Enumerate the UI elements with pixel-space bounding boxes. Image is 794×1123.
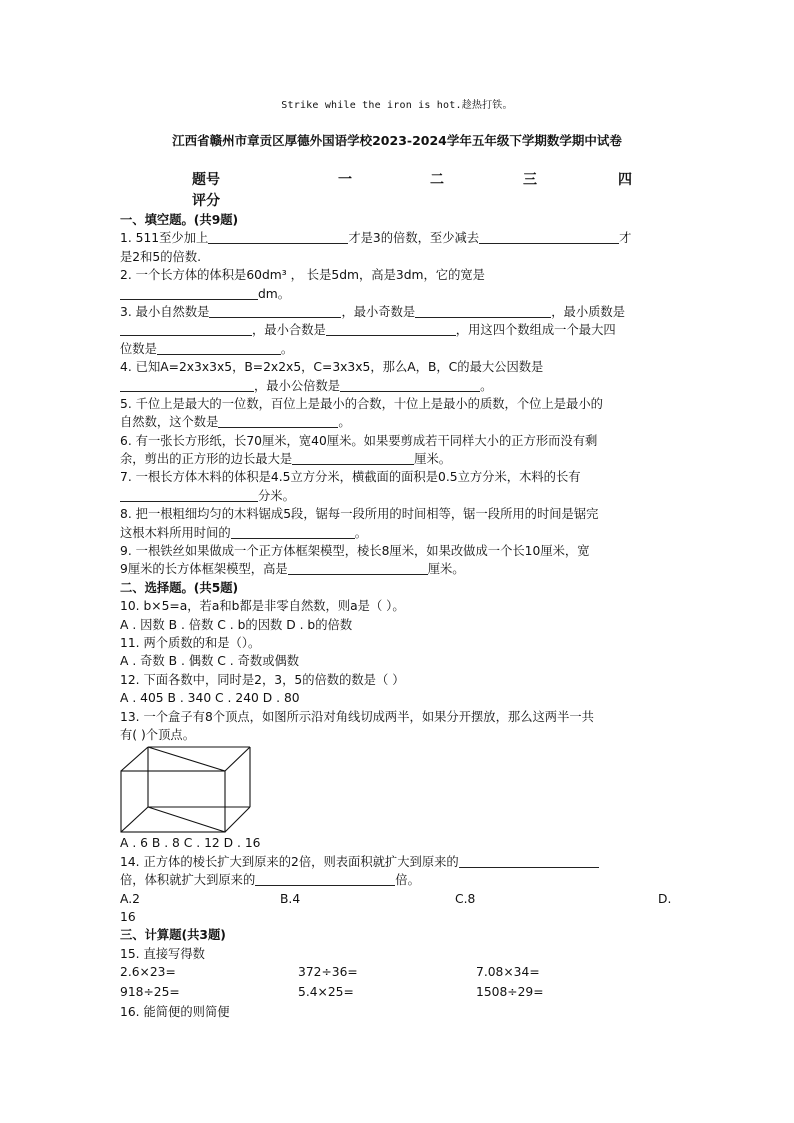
question-3-cont2: 位数是 。	[120, 341, 294, 356]
score-col-3: 三	[523, 172, 537, 188]
question-13: 13. 一个盒子有8个顶点，如图所示沿对角线切成两半，如果分开摆放，那么这两半一共	[120, 709, 594, 724]
answer-blank[interactable]	[208, 231, 348, 244]
question-6-cont: 余，剪出的正方形的边长最大是 厘米。	[120, 452, 452, 467]
answer-blank[interactable]	[292, 452, 414, 465]
answer-blank[interactable]	[231, 526, 355, 539]
answer-blank[interactable]	[326, 323, 456, 336]
answer-blank[interactable]	[415, 305, 551, 318]
calc-item: 7.08×34=	[476, 965, 540, 980]
question-11: 11. 两个质数的和是（）。	[120, 635, 261, 650]
question-12-options[interactable]: A . 405 B . 340 C . 240 D . 80	[120, 691, 300, 706]
question-13-options[interactable]: A . 6 B . 8 C . 12 D . 16	[120, 836, 261, 851]
score-col-1: 一	[338, 172, 352, 188]
cuboid-hidden-edge	[121, 807, 148, 832]
question-8: 8. 把一根粗细均匀的木料锯成5段，锯每一段所用的时间相等，锯一段所用的时间是锯完	[120, 507, 599, 522]
calc-item: 5.4×25=	[298, 985, 354, 1000]
answer-blank[interactable]	[120, 379, 254, 392]
question-10-options[interactable]: A . 因数 B . 倍数 C . b的因数 D . b的倍数	[120, 617, 353, 632]
calc-row-2	[120, 983, 676, 1003]
cuboid-diagram	[120, 746, 254, 834]
answer-blank[interactable]	[255, 873, 395, 886]
answer-blank[interactable]	[157, 342, 281, 355]
cuboid-front-face	[121, 771, 225, 832]
answer-blank[interactable]	[479, 231, 619, 244]
answer-blank[interactable]	[288, 562, 428, 575]
score-header-label: 题号	[192, 172, 220, 188]
cuboid-edge	[225, 807, 250, 832]
question-8-cont: 这根木料所用时间的 。	[120, 525, 367, 540]
answer-blank[interactable]	[120, 489, 258, 502]
question-4-cont: ，最小公倍数是 。	[120, 377, 676, 395]
question-7-cont: 分米。	[120, 487, 676, 505]
cuboid-cut-diagonal	[148, 747, 225, 771]
section-choice: 二、选择题。(共5题)	[120, 580, 239, 595]
cuboid-edge	[121, 747, 148, 771]
cuboid-edge	[225, 747, 250, 771]
section-calculation: 三、计算题(共3题)	[120, 928, 226, 943]
question-9: 9. 一根铁丝如果做成一个正方体框架模型，棱长8厘米，如果改做成一个长10厘米，宽	[120, 544, 590, 559]
score-table-header	[192, 169, 642, 189]
section-fill-in: 一、填空题。(共9题)	[120, 213, 239, 227]
question-1: 1. 511至少加上 才是3的倍数，至少减去 才	[120, 231, 632, 246]
calc-item: 372÷36=	[298, 965, 358, 980]
question-11-options[interactable]: A . 奇数 B . 偶数 C . 奇数或偶数	[120, 654, 300, 669]
exam-content	[120, 211, 676, 1021]
exam-title: 江西省赣州市章贡区厚德外国语学校2023-2024学年五年级下学期数学期中试卷	[172, 133, 622, 148]
option-d[interactable]: D.	[658, 891, 672, 906]
option-b[interactable]: B.4	[280, 891, 301, 906]
calc-row-1	[120, 963, 676, 983]
answer-blank[interactable]	[209, 305, 341, 318]
answer-blank[interactable]	[120, 287, 258, 300]
option-d-value: 16	[120, 909, 136, 924]
question-14: 14. 正方体的棱长扩大到原来的2倍，则表面积就扩大到原来的	[120, 853, 676, 871]
option-a[interactable]: A.2	[120, 891, 140, 906]
cuboid-figure	[120, 744, 676, 834]
answer-blank[interactable]	[459, 855, 599, 868]
score-col-4: 四	[618, 172, 632, 188]
question-16: 16. 能简便的则简便	[120, 1005, 230, 1020]
calc-item: 1508÷29=	[476, 985, 544, 1000]
question-10: 10. b×5=a，若a和b都是非零自然数，则a是（ ）。	[120, 599, 405, 614]
calc-item: 918÷25=	[120, 985, 180, 1000]
motto: Strike while the iron is hot.趁热打铁。	[281, 100, 513, 111]
answer-blank[interactable]	[218, 415, 338, 428]
question-7: 7. 一根长方体木料的体积是4.5立方分米，横截面的面积是0.5立方分米，木料的长有	[120, 470, 581, 485]
score-label: 评分	[192, 193, 220, 209]
question-13-cont: 有( )个顶点。	[120, 727, 195, 742]
question-2: 2. 一个长方体的体积是60dm³ ， 长是5dm，高是3dm，它的宽是	[120, 268, 485, 283]
calc-item: 2.6×23=	[120, 965, 176, 980]
question-2-cont: dm。	[120, 285, 676, 303]
question-1-cont: 是2和5的倍数.	[120, 249, 202, 264]
question-3: 3. 最小自然数是 ，最小奇数是 ，最小质数是	[120, 304, 626, 319]
score-col-2: 二	[430, 172, 444, 188]
question-6: 6. 有一张长方形纸，长70厘米，宽40厘米。如果要剪成若干同样大小的正方形而没有剩	[120, 433, 598, 448]
question-15: 15. 直接写得数	[120, 946, 205, 961]
question-5: 5. 千位上是最大的一位数，百位上是最小的合数，十位上是最小的质数，个位上是最小的	[120, 396, 603, 411]
question-14-options	[120, 890, 676, 908]
answer-blank[interactable]	[340, 379, 480, 392]
cuboid-cut-diagonal	[148, 807, 225, 832]
question-14-cont: 倍，体积就扩大到原来的 倍。	[120, 873, 420, 888]
option-c[interactable]: C.8	[455, 891, 476, 906]
question-4: 4. 已知A=2x3x3x5，B=2x2x5，C=3x3x5，那么A，B，C的最大公因数是	[120, 360, 544, 375]
question-12: 12. 下面各数中，同时是2，3，5的倍数的数是（ ）	[120, 672, 405, 687]
question-5-cont: 自然数，这个数是 。	[120, 415, 351, 430]
question-9-cont: 9厘米的长方体框架模型，高是 厘米。	[120, 562, 465, 577]
answer-blank[interactable]	[120, 323, 252, 336]
question-3-cont: ，最小合数是 ，用这四个数组成一个最大四	[120, 321, 676, 339]
